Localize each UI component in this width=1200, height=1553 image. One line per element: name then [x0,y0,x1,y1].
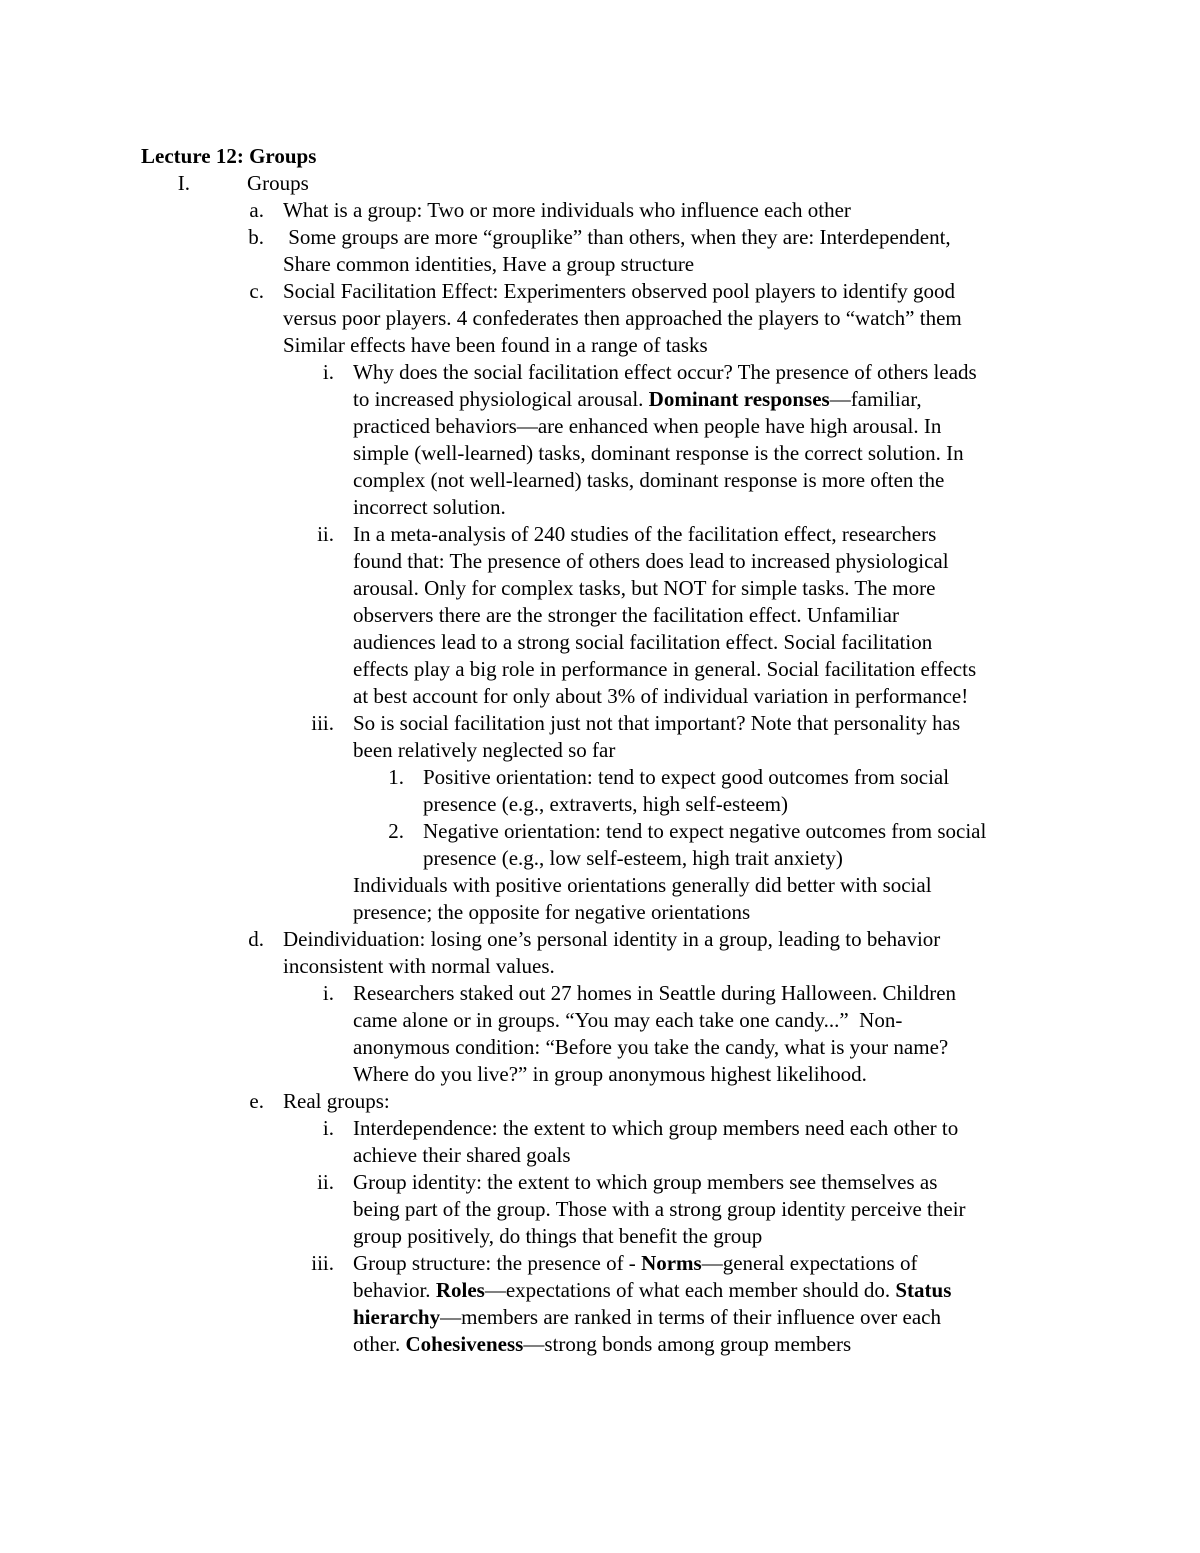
list-item-text: Deindividuation: losing one’s personal identity in a group, leading to behavior [283,927,941,951]
text-run: —expectations of what each member should do. [484,1278,896,1302]
sublist-item-text: Group identity: the extent to which group members see themselves as [353,1170,938,1194]
sublist-item-text: group positively, do things that benefit the group [353,1224,763,1248]
sublist-item-text: Where do you live?” in group anonymous highest likelihood. [353,1062,867,1086]
sublist-marker: i. [322,360,334,384]
numbered-marker: 1. [388,765,404,789]
sublist-item-text: came alone or in groups. “You may each take one candy...” Non- [353,1008,903,1032]
page-title: Lecture 12: Groups [141,144,317,168]
sublist-marker: iii. [311,1251,334,1275]
sublist-item-text: So is social facilitation just not that important? Note that personality has [353,711,961,735]
list-item-text: Real groups: [283,1089,390,1113]
list-marker: d. [248,927,264,951]
bold-term: Cohesiveness [405,1332,524,1356]
sublist-item-text: Researchers staked out 27 homes in Seattle during Halloween. Children [353,981,957,1005]
text-run: —familiar, [829,387,922,411]
sublist-item-text [353,1304,941,1331]
list-item-text: Share common identities, Have a group structure [283,252,695,276]
sublist-item-text: arousal. Only for complex tasks, but NOT for simple tasks. The more [353,576,936,600]
roman-marker: I. [177,171,190,195]
sublist-item-text [353,386,922,413]
bold-term: hierarchy [353,1305,441,1329]
sublist-item-text: effects play a big role in performance in general. Social facilitation effects [353,657,977,681]
text-run: Group structure: the presence of - [353,1251,642,1275]
bold-term: Status [895,1278,952,1302]
list-marker: b. [248,225,264,249]
bold-term: Roles [435,1278,485,1302]
sublist-item-text: complex (not well-learned) tasks, dominant response is more often the [353,468,945,492]
sublist-item-text: In a meta-analysis of 240 studies of the facilitation effect, researchers [353,522,937,546]
numbered-item-text: presence (e.g., low self-esteem, high trait anxiety) [423,846,843,870]
sublist-item-text: being part of the group. Those with a strong group identity perceive their [353,1197,966,1221]
numbered-item-text: Negative orientation: tend to expect negative outcomes from social [423,819,987,843]
bold-term: Norms [641,1251,702,1275]
sublist-marker: i. [322,1116,334,1140]
sublist-item-text: Individuals with positive orientations generally did better with social [353,873,932,897]
sublist-item-text: anonymous condition: “Before you take the candy, what is your name? [353,1035,949,1059]
sublist-item-text: achieve their shared goals [353,1143,571,1167]
sublist-item-text: observers there are the stronger the facilitation effect. Unfamiliar [353,603,899,627]
text-run: —members are ranked in terms of their influence over each [440,1305,941,1329]
sublist-item-text: found that: The presence of others does lead to increased physiological [353,549,949,573]
list-item-text: inconsistent with normal values. [283,954,555,978]
list-item-text: versus poor players. 4 confederates then approached the players to “watch” them [283,306,962,330]
sublist-item-text: practiced behaviors—are enhanced when people have high arousal. In [353,414,942,438]
list-item-text: Some groups are more “grouplike” than others, when they are: Interdependent, [283,225,951,249]
sublist-item-text: incorrect solution. [353,495,506,519]
list-marker: c. [249,279,264,303]
sublist-item-text [353,1277,951,1304]
sublist-marker: ii. [317,522,334,546]
sublist-item-text: Why does the social facilitation effect occur? The presence of others leads [353,360,977,384]
list-item-text: Social Facilitation Effect: Experimenters observed pool players to identify good [283,279,956,303]
sublist-item-text: Interdependence: the extent to which group members need each other to [353,1116,959,1140]
list-marker: a. [249,198,264,222]
numbered-marker: 2. [388,819,404,843]
numbered-item-text: presence (e.g., extraverts, high self-esteem) [423,792,788,816]
sublist-item-text [353,1331,851,1358]
section-heading: Groups [247,171,309,195]
list-marker: e. [249,1089,264,1113]
text-run: —general expectations of [701,1251,918,1275]
sublist-item-text [353,1250,917,1277]
sublist-marker: i. [322,981,334,1005]
text-run: other. [353,1332,406,1356]
sublist-item-text: at best account for only about 3% of individual variation in performance! [353,684,969,708]
sublist-item-text: presence; the opposite for negative orientations [353,900,751,924]
sublist-marker: ii. [317,1170,334,1194]
bold-term: Dominant responses [648,387,830,411]
text-run: —strong bonds among group members [523,1332,852,1356]
sublist-item-text: been relatively neglected so far [353,738,616,762]
sublist-item-text: simple (well-learned) tasks, dominant response is the correct solution. In [353,441,964,465]
text-run: to increased physiological arousal. [353,387,649,411]
list-item-text: What is a group: Two or more individuals who influence each other [283,198,851,222]
numbered-item-text: Positive orientation: tend to expect good outcomes from social [423,765,950,789]
list-item-text: Similar effects have been found in a range of tasks [283,333,708,357]
sublist-marker: iii. [311,711,334,735]
text-run: behavior. [353,1278,436,1302]
sublist-item-text: audiences lead to a strong social facilitation effect. Social facilitation [353,630,933,654]
